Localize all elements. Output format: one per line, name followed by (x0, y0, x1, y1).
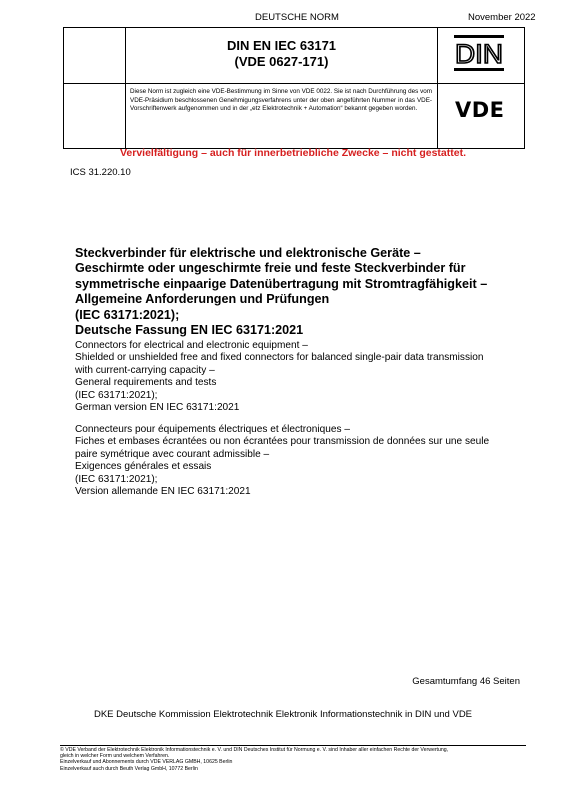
vde-logo: VDE (455, 98, 505, 122)
copyright-footer: © VDE Verband der Elektrotechnik Elektronik Informationstechnik e. V. und DIN Deutsches Institut für Normung e. V. sind Inhaber aller einfachen Rechte der Verwertung, gleich in welcher Form und welchem Verfahren. Einzelverkauf und Abonnements durch VDE VERLAG GMBH, 10625 Berlin Einzelverkauf auch durch Beuth Verlag GmbH, 10772 Berlin (60, 747, 449, 772)
title-french: Connecteurs pour équipements électriques et électroniques – Fiches et embases écrantées ou non écrantées pour transmission de données sur une seule paire symétrique avec courant admissible – Exigences générales et essais (IEC 63171:2021); Version allemande EN IEC 63171:2021 (75, 424, 490, 498)
reproduction-warning: Vervielfältigung – auch für innerbetriebliche Zwecke – nicht gestattet. (119, 147, 466, 159)
standard-number (126, 38, 437, 70)
standard-header-box (63, 27, 525, 149)
box-divider-horizontal (64, 83, 524, 84)
total-pages: Gesamtumfang 46 Seiten (412, 676, 520, 687)
publication-date: November 2022 (468, 12, 536, 23)
dke-line: DKE Deutsche Kommission Elektrotechnik Elektronik Informationstechnik in DIN und VDE (93, 709, 473, 720)
din-logo (452, 34, 506, 72)
standard-number-line1: DIN EN IEC 63171 (226, 38, 337, 53)
din-logo-text: DIN (455, 39, 503, 69)
standard-number-line2: (VDE 0627-171) (234, 54, 329, 69)
publisher-label: DEUTSCHE NORM (255, 12, 339, 23)
ics-code: ICS 31.220.10 (70, 167, 131, 178)
title-german: Steckverbinder für elektrische und elektronische Geräte – Geschirmte oder ungeschirmte freie und feste Steckverbinder für symmetrische einpaarige Datenübertragung mit Stromtragfähigkeit – Allgemeine Anforderungen und Prüfungen (IEC 63171:2021); Deutsche Fassung EN IEC 63171:2021 (75, 246, 488, 338)
title-english: Connectors for electrical and electronic equipment – Shielded or unshielded free and fixed connectors for balanced single-pair data transmission with current-carrying capacity – General requirements and tests (IEC 63171:2021); German version EN IEC 63171:2021 (75, 340, 484, 414)
vde-note: Diese Norm ist zugleich eine VDE-Bestimmung im Sinne von VDE 0022. Sie ist nach Durchführung des vom VDE-Präsidium beschlossenen Genehmigungsverfahrens unter der oben angeführten Nummer in das VDE-Vorschriftenwerk aufgenommen und in der „etz Elektrotechnik + Automation“ bekannt gegeben worden. (130, 88, 432, 113)
footer-divider (60, 745, 526, 746)
box-divider-right (437, 28, 438, 148)
